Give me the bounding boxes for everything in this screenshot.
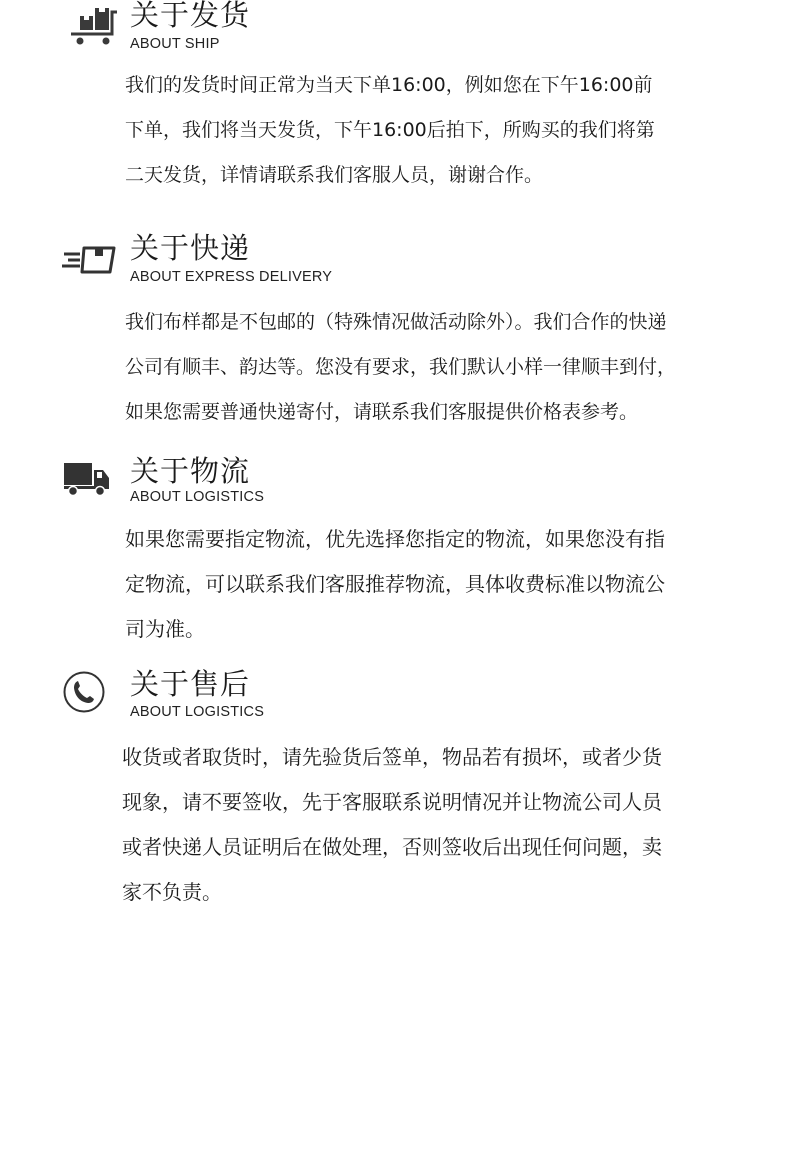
body-line: 定物流，可以联系我们客服推荐物流，具体收费标准以物流公: [125, 572, 665, 596]
section-title: 关于发货: [130, 0, 251, 32]
body-line: 下单，我们将当天发货，下午16:00后拍下，所购买的我们将第: [125, 119, 655, 141]
cart-with-boxes-icon: [68, 4, 120, 46]
body-line: 司为准。: [125, 617, 205, 641]
section-subtitle: ABOUT LOGISTICS: [130, 704, 265, 720]
body-line: 现象，请不要签收，先于客服联系说明情况并让物流公司人员: [122, 790, 662, 814]
body-line: 家不负责。: [122, 880, 222, 904]
body-line: 或者快递人员证明后在做处理，否则签收后出现任何问题，卖: [122, 835, 662, 859]
section-aftersale: [0, 668, 790, 928]
section-express: [0, 232, 790, 432]
section-body: [122, 745, 737, 925]
body-line: 如果您需要指定物流，优先选择您指定的物流，如果您没有指: [125, 527, 665, 551]
section-subtitle: ABOUT SHIP: [130, 36, 220, 52]
fast-box-icon: [60, 244, 120, 276]
body-line: 我们的发货时间正常为当天下单16:00，例如您在下午16:00前: [125, 74, 653, 96]
section-title: 关于快递: [130, 231, 251, 265]
body-line: 二天发货，详情请联系我们客服人员，谢谢合作。: [125, 164, 544, 186]
section-body: [125, 527, 740, 662]
body-line: 我们布样都是不包邮的（特殊情况做活动除外）。我们合作的快递: [125, 311, 667, 333]
body-line: 如果您需要普通快递寄付，请联系我们客服提供价格表参考。: [125, 401, 639, 423]
section-body: [125, 310, 740, 445]
section-subtitle: ABOUT EXPRESS DELIVERY: [130, 269, 333, 285]
section-title: 关于物流: [130, 454, 251, 488]
body-line: 公司有顺丰、韵达等。您没有要求，我们默认小样一律顺丰到付，: [125, 356, 677, 378]
section-subtitle: ABOUT LOGISTICS: [130, 489, 265, 505]
section-body: [125, 73, 740, 208]
phone-handset-icon: [62, 670, 106, 714]
body-line: 收货或者取货时，请先验货后签单，物品若有损坏，或者少货: [122, 745, 662, 769]
section-shipping: [0, 0, 790, 200]
section-title: 关于售后: [130, 667, 251, 701]
section-logistics: [0, 455, 790, 645]
truck-icon: [62, 461, 112, 497]
